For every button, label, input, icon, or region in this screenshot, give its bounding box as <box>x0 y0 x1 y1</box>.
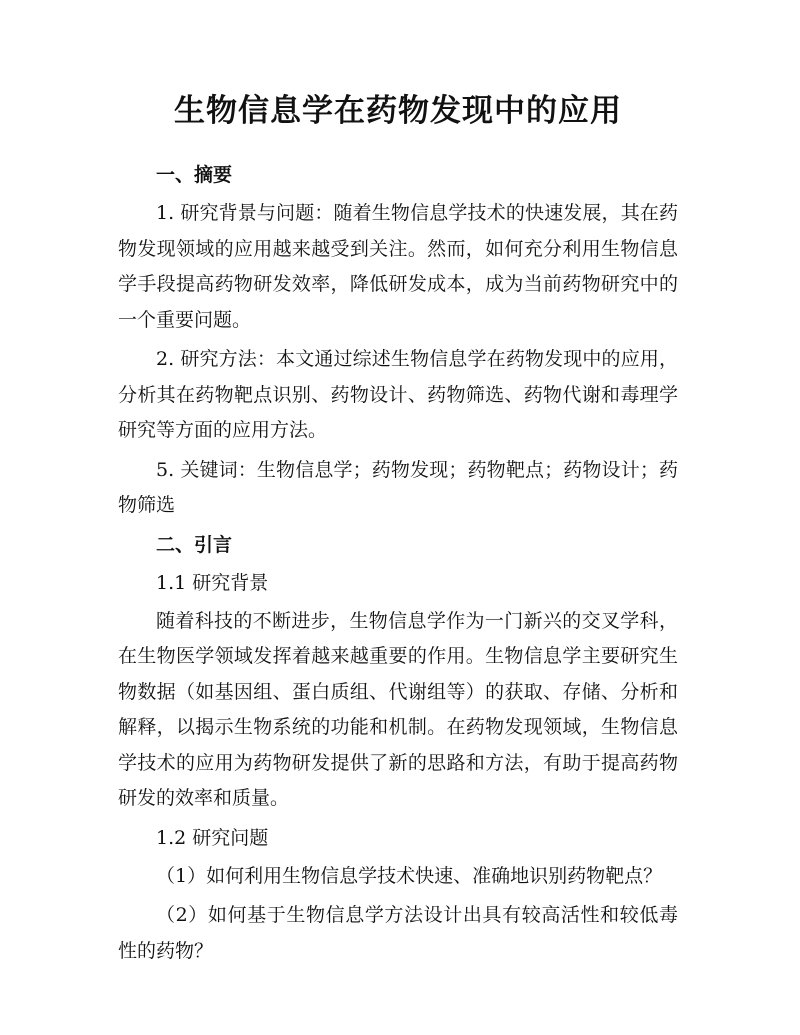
background-subheading: 1.1 研究背景 <box>156 571 269 594</box>
page-title: 生物信息学在药物发现中的应用 <box>174 93 622 129</box>
background-paragraph: 随着科技的不断进步，生物信息学作为一门新兴的交叉学科，在生物医学领域发挥着越来越重要的作用。生物信息学主要研究生物数据（如基因组、蛋白质组、代谢组等）的获取、存储、分析和解释，以揭示生物系统的功能和机制。在药物发现领域，生物信息学技术的应用为药物研发提供了新的思路和方法，有助于提高药物研发的效率和质量。 <box>118 609 678 809</box>
abstract-item-method: 2. 研究方法：本文通过综述生物信息学在药物发现中的应用，分析其在药物靶点识别、药物设计、药物筛选、药物代谢和毒理学研究等方面的应用方法。 <box>118 348 678 441</box>
abstract-heading: 一、摘要 <box>156 164 233 186</box>
questions-subheading: 1.2 研究问题 <box>156 826 269 849</box>
abstract-item-keywords: 5. 关键词：生物信息学；药物发现；药物靶点；药物设计；药物筛选 <box>118 458 678 516</box>
introduction-heading: 二、引言 <box>156 533 233 556</box>
research-question-1: （1）如何利用生物信息学技术快速、准确地识别药物靶点？ <box>156 864 663 887</box>
research-question-2: （2）如何基于生物信息学方法设计出具有较高活性和较低毒性的药物？ <box>118 904 678 962</box>
document-page <box>118 88 678 973</box>
abstract-item-background: 1. 研究背景与问题：随着生物信息学技术的快速发展，其在药物发现领域的应用越来越受到关注。然而，如何充分利用生物信息学手段提高药物研发效率，降低研发成本，成为当前药物研究中的一个重要问题。 <box>118 202 678 331</box>
